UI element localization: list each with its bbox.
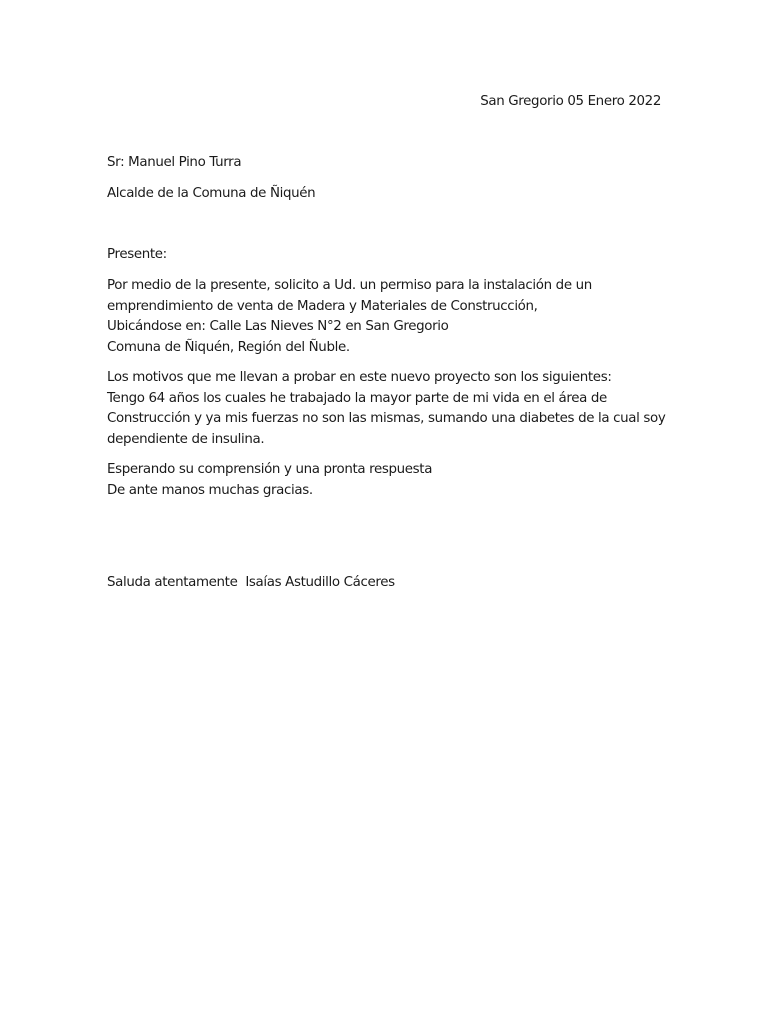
signature-name: Isaías Astudillo Cáceres <box>245 575 395 590</box>
recipient-name: Sr: Manuel Pino Turra <box>107 155 242 170</box>
salutation: Presente: <box>107 247 167 262</box>
paragraph-line: Esperando su comprensión y una pronta respuesta <box>107 462 433 477</box>
paragraph-line: Comuna de Ñiquén, Región del Ñuble. <box>107 339 350 355</box>
recipient-title: Alcalde de la Comuna de Ñiquén <box>107 186 316 201</box>
closing-line <box>107 573 395 594</box>
paragraph-line: Los motivos que me llevan a probar en este nuevo proyecto son los siguientes: <box>107 370 612 385</box>
paragraph-motives <box>107 368 665 450</box>
closing-text: Saluda atentamente <box>107 575 238 590</box>
paragraph-line: De ante manos muchas gracias. <box>107 482 313 498</box>
letter-date: San Gregorio 05 Enero 2022 <box>480 94 661 109</box>
paragraph-line: emprendimiento de venta de Madera y Materiales de Construcción, <box>107 298 538 314</box>
paragraph-line: dependiente de insulina. <box>107 431 265 447</box>
paragraph-line: Ubicándose en: Calle Las Nieves N°2 en San Gregorio <box>107 319 449 334</box>
paragraph-thanks <box>107 460 432 501</box>
paragraph-line: Construcción y ya mis fuerzas no son las mismas, sumando una diabetes de la cual soy <box>107 411 666 426</box>
paragraph-line: Por medio de la presente, solicito a Ud. un permiso para la instalación de un <box>107 278 592 293</box>
paragraph-line: Tengo 64 años los cuales he trabajado la mayor parte de mi vida en el área de <box>107 390 607 406</box>
paragraph-request <box>107 276 592 358</box>
